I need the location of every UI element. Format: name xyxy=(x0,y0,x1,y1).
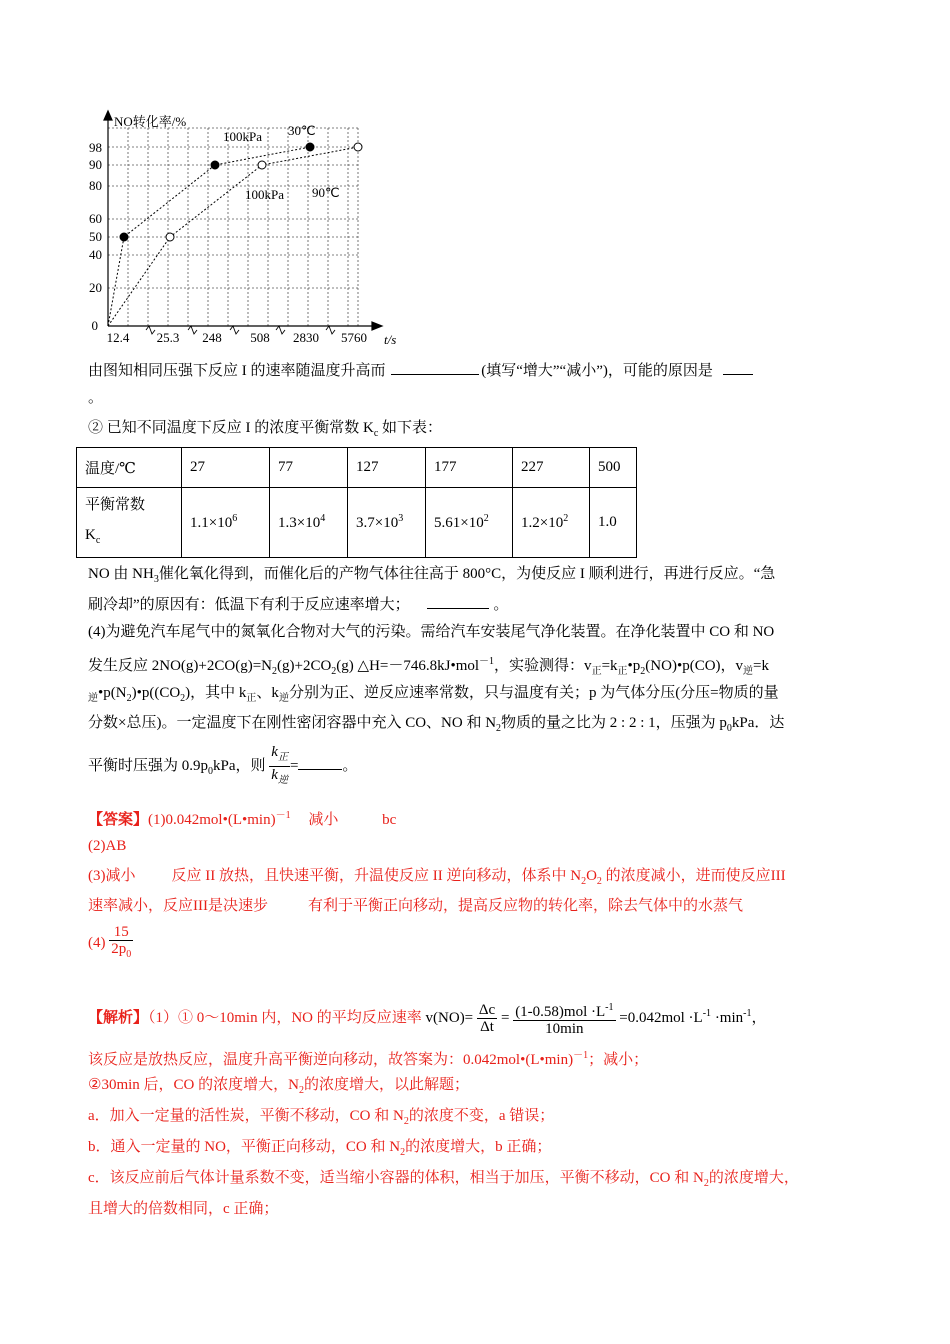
series-1-point xyxy=(211,161,219,169)
analysis-line-7: 且增大的倍数相同，c 正确； xyxy=(88,1201,279,1217)
q4-line-3: $_逆•p(N_2)•p((CO_2)$，其中 $k_正$、$k_逆$分别为正、逆反应速率常数，只与温度有关；p 为气体分压(分压=物质的量 xyxy=(88,685,779,704)
kc-temp: 500 xyxy=(590,448,637,488)
q4-line-5: 平衡时压强为 $0.9p_0kPa$，则 $\frac{k_正}{k_逆}$ = 。 xyxy=(88,744,357,789)
analysis-line-4: a．加入一定量的活性炭，平衡不移动，CO 和 $N_2$的浓度不变，a 错误； xyxy=(88,1108,555,1127)
chart-grid xyxy=(108,128,358,326)
blank-2[interactable] xyxy=(723,359,753,375)
analysis-line-2: 该反应是放热反应，温度升高平衡逆向移动，故答案为：0.042mol•(L•min)$^{-1}$；减小； xyxy=(88,1050,649,1068)
x-tick: 2830 xyxy=(293,330,319,345)
x-tick: 248 xyxy=(202,330,222,345)
series-1-point xyxy=(306,143,314,151)
answer-line-5: (4) $\frac{15}{2p_0}$ xyxy=(88,924,133,963)
x-axis-label: t/s xyxy=(384,332,397,347)
series-label-pressure-b: 100kPa xyxy=(245,187,284,202)
blank-1[interactable] xyxy=(391,359,479,375)
q3-rate-question: 由图知相同压强下反应 I 的速率随温度升高而 (填写“增大”“减小”)，可能的原因是 xyxy=(88,359,753,381)
series-2-point xyxy=(354,143,362,151)
chart-series xyxy=(108,143,362,326)
kc-temp: 227 xyxy=(513,448,590,488)
kc-temp: 177 xyxy=(426,448,513,488)
x-tick: 5760 xyxy=(341,330,367,345)
kc-table xyxy=(76,447,637,558)
kc-table-header-row xyxy=(77,448,637,488)
analysis-line-1: 【解析】（1）① 0～10min 内，NO 的平均反应速率 v(NO)= $\frac{\Delta c}{\Delta t}$ = $\frac{(1-0.58)mol \cdot L^{-1}}{10\min}$ $=0.042mol \cdot L^{-1} \cdot\min^{-1}$， xyxy=(88,1002,767,1037)
kc-table-value-row xyxy=(77,488,637,558)
y-tick: 80 xyxy=(89,178,102,193)
y-tick: 60 xyxy=(89,211,102,226)
q4-line-4: 分数×总压)。一定温度下在刚性密闭容器中充入 CO、NO 和 $N_2$物质的量之比为 2 : 2 : 1，压强为 $p_0kPa$．达 xyxy=(88,715,785,734)
blank-4[interactable] xyxy=(298,754,342,770)
x-tick: 12.4 xyxy=(106,330,130,345)
q3-nh3-text: NO 由 $NH_3$催化氧化得到，而催化后的产物气体往往高于 800°C，为使反应 I 顺利进行，再进行反应。“急 xyxy=(88,566,776,585)
kc-temp: 77 xyxy=(270,448,348,488)
kc-header-label: 温度/℃ xyxy=(77,448,182,488)
answer-line-2: (2)AB xyxy=(88,838,127,854)
series-2-point xyxy=(258,161,266,169)
series-line-1 xyxy=(108,147,310,326)
kc-value: $5.61\times 10^2$ xyxy=(426,488,513,558)
y-tick: 90 xyxy=(89,157,102,172)
answer-fraction: $\frac{15}{2p_0}$ xyxy=(111,924,132,960)
y-tick: 50 xyxy=(89,229,102,244)
kc-value: 1.0 xyxy=(590,488,637,558)
q3-kc-intro: ② 已知不同温度下反应 I 的浓度平衡常数 $K_c$ 如下表： xyxy=(88,420,443,439)
x-tick: 25.3 xyxy=(156,330,180,345)
q3-end: 。 xyxy=(88,390,104,406)
series-label-pressure-a: 100kPa xyxy=(223,129,262,144)
series-label-temp-b: 90℃ xyxy=(312,185,340,200)
rate-formula: v(NO)= $\frac{\Delta c}{\Delta t}$ = $\frac{(1-0.58)mol \cdot L^{-1}}{10\min}$ $=0.042mol \cdot L^{-1} \cdot\min^{-1}$， xyxy=(425,1002,767,1037)
kc-value: $1.2\times 10^2$ xyxy=(513,488,590,558)
q3-cooling-text: 刷冷却”的原因有：低温下有利于反应速率增大； 。 xyxy=(88,593,508,615)
x-tick: 508 xyxy=(250,330,270,345)
kc-row-label: 平衡常数 $K_c$ xyxy=(77,488,182,558)
y-tick: 20 xyxy=(89,280,102,295)
kc-temp: 127 xyxy=(348,448,426,488)
series-label-temp-a: 30℃ xyxy=(288,123,316,138)
analysis-line-3: ②30min 后，CO 的浓度增大，$N_2$的浓度增大，以此解题； xyxy=(88,1077,469,1096)
analysis-line-6: c．该反应前后气体计量系数不变，适当缩小容器的体积，相当于加压，平衡不移动，CO 和 $N_2$的浓度增大， xyxy=(88,1170,799,1189)
kc-value: $1.1\times 10^6$ xyxy=(182,488,270,558)
y-tick: 98 xyxy=(89,140,102,155)
y-tick: 40 xyxy=(89,247,102,262)
series-line-2 xyxy=(108,147,358,326)
q4-line-2: 发生反应 $2NO(g)+2CO(g)=N_2(g)+2CO_2(g)$ △H=－746.8kJ•mol$^{-1}$，实验测得：$v_正=k_正•p_2(NO)•p(CO)$，$v_逆=k$ xyxy=(88,656,770,677)
analysis-line-5: b．通入一定量的 NO，平衡正向移动，CO 和 $N_2$的浓度增大，b 正确； xyxy=(88,1139,552,1158)
series-1-point xyxy=(120,233,128,241)
blank-3[interactable] xyxy=(427,593,489,609)
q4-line-1: (4)为避免汽车尾气中的氮氧化合物对大气的污染。需给汽车安装尾气净化装置。在净化装置中 CO 和 NO xyxy=(88,624,775,640)
k-ratio-fraction: $\frac{k_正}{k_逆}$ xyxy=(271,744,288,786)
y-axis-label: NO转化率/% xyxy=(114,114,187,129)
kc-value: $3.7\times 10^3$ xyxy=(348,488,426,558)
series-2-point xyxy=(166,233,174,241)
conversion-chart xyxy=(80,108,400,348)
answer-line-3: (3)减小 反应 II 放热，且快速平衡，升温使反应 II 逆向移动，体系中 $N_2O_2$ 的浓度减小，进而使反应III xyxy=(88,868,786,887)
y-tick: 0 xyxy=(91,318,98,333)
kc-temp: 27 xyxy=(182,448,270,488)
answer-line-1: 【答案】(1)0.042mol•(L•min)$^{-1}$ 减小 bc xyxy=(88,810,397,828)
answer-line-4: 速率减小，反应III是决速步 有利于平衡正向移动，提高反应物的转化率，除去气体中的水蒸气 xyxy=(88,898,744,914)
chart-axes xyxy=(104,111,382,334)
kc-value: $1.3\times 10^4$ xyxy=(270,488,348,558)
